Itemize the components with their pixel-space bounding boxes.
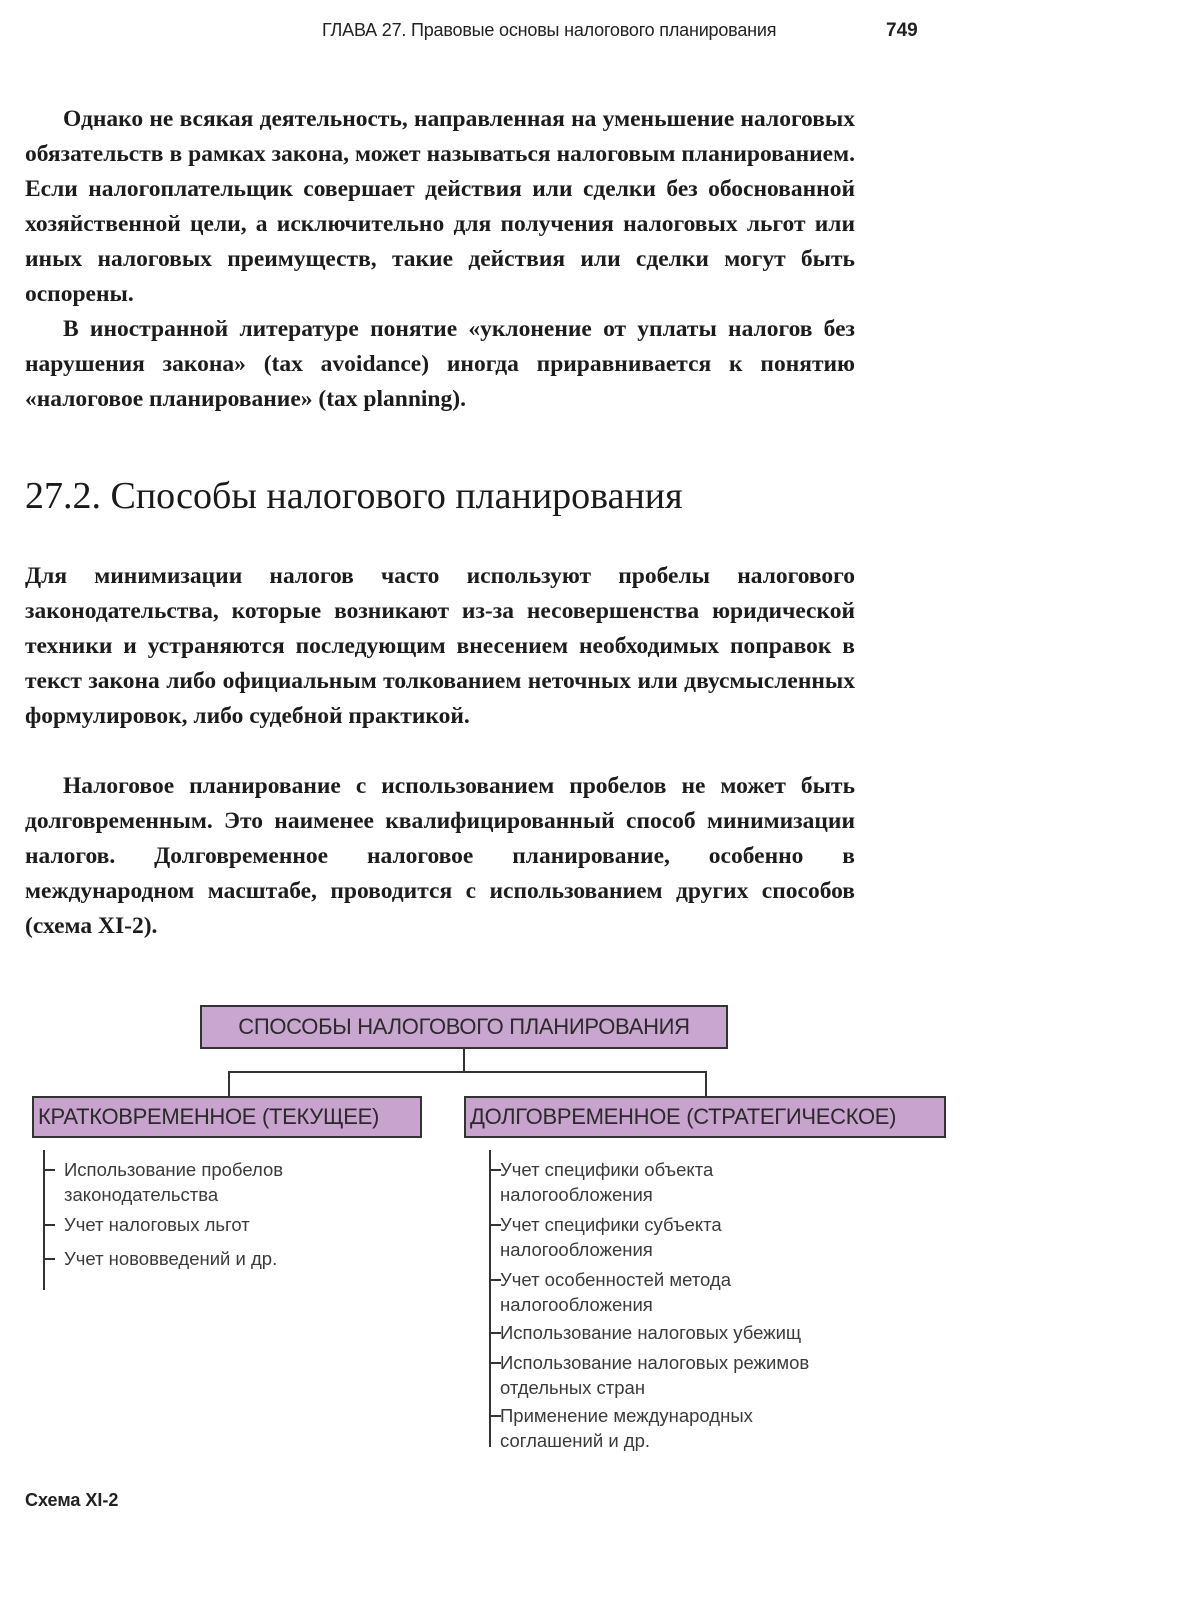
long-term-item-line: отдельных стран bbox=[500, 1377, 646, 1398]
long-term-item-line: Использование налоговых режимов bbox=[500, 1352, 810, 1373]
paragraph-2: В иностранной литературе понятие «уклонение от уплаты налогов без нарушения закона» (tax avoidance) иногда приравнивается к понятию «налоговое планирование» (tax planning). bbox=[25, 316, 855, 412]
long-term-item-line: соглашений и др. bbox=[500, 1430, 651, 1451]
short-term-item bbox=[64, 1212, 250, 1237]
short-term-tick bbox=[45, 1224, 55, 1226]
short-term-tick bbox=[45, 1258, 55, 1260]
connector-left-drop bbox=[228, 1071, 230, 1096]
short-term-item-line: Использование пробелов bbox=[64, 1159, 284, 1180]
long-term-item bbox=[500, 1403, 753, 1453]
short-term-item bbox=[64, 1157, 283, 1207]
long-term-item-line: налогообложения bbox=[500, 1294, 653, 1315]
short-term-item bbox=[64, 1246, 277, 1271]
page-number: 749 bbox=[886, 20, 918, 41]
short-term-item-line: Учет нововведений и др. bbox=[64, 1248, 278, 1269]
running-head: ГЛАВА 27. Правовые основы налогового планирования bbox=[322, 20, 777, 40]
long-term-item-line: Учет специфики объекта bbox=[500, 1159, 714, 1180]
section-title: 27.2. Способы налогового планирования bbox=[25, 475, 683, 517]
long-term-item bbox=[500, 1320, 801, 1345]
long-term-spine bbox=[489, 1150, 491, 1447]
paragraph-1: Однако не всякая деятельность, направленная на уменьшение налоговых обязательств в рамках закона, может называться налоговым планированием. Если налогоплательщик совершает действия или сделки без обоснованной хозяйственной цели, а исключительно для получения налоговых льгот или иных налоговых преимуществ, такие действия или сделки могут быть оспорены. bbox=[25, 106, 855, 307]
connector-root-vertical bbox=[463, 1049, 465, 1071]
diagram-root-box: СПОСОБЫ НАЛОГОВОГО ПЛАНИРОВАНИЯ bbox=[200, 1005, 728, 1049]
long-term-item-line: Учет особенностей метода bbox=[500, 1269, 732, 1290]
long-term-item-line: Применение международных bbox=[500, 1405, 753, 1426]
long-term-item-line: налогообложения bbox=[500, 1239, 653, 1260]
short-term-item-line: Учет налоговых льгот bbox=[64, 1214, 250, 1235]
paragraph-4: Налоговое планирование с использованием пробелов не может быть долговременным. Это наименее квалифицированный способ минимизации налогов. Долговременное налоговое планирование, особенно в международном масштабе, проводится с использованием других способов (схема XI-2). bbox=[25, 773, 855, 939]
short-term-spine bbox=[43, 1150, 45, 1290]
long-term-item bbox=[500, 1267, 731, 1317]
short-term-tick bbox=[45, 1169, 55, 1171]
long-term-item-line: налогообложения bbox=[500, 1184, 653, 1205]
connector-right-drop bbox=[705, 1071, 707, 1096]
long-term-item-line: Учет специфики субъекта bbox=[500, 1214, 722, 1235]
short-term-box: КРАТКОВРЕМЕННОЕ (ТЕКУЩЕЕ) bbox=[32, 1096, 422, 1138]
connector-horizontal bbox=[228, 1071, 707, 1073]
diagram-caption: Схема XI-2 bbox=[25, 1490, 119, 1510]
paragraph-3: Для минимизации налогов часто используют пробелы налогового законодательства, которые возникают из-за несовершенства юридической техники и устраняются последующим внесением необходимых поправок в текст закона либо официальным толкованием неточных или двусмысленных формулировок, либо судебной практикой. bbox=[25, 563, 855, 729]
long-term-item bbox=[500, 1157, 713, 1207]
long-term-item bbox=[500, 1212, 722, 1262]
long-term-box: ДОЛГОВРЕМЕННОЕ (СТРАТЕГИЧЕСКОЕ) bbox=[464, 1096, 946, 1138]
short-term-item-line: законодательства bbox=[64, 1184, 219, 1205]
long-term-item-line: Использование налоговых убежищ bbox=[500, 1322, 802, 1343]
long-term-item bbox=[500, 1350, 809, 1400]
